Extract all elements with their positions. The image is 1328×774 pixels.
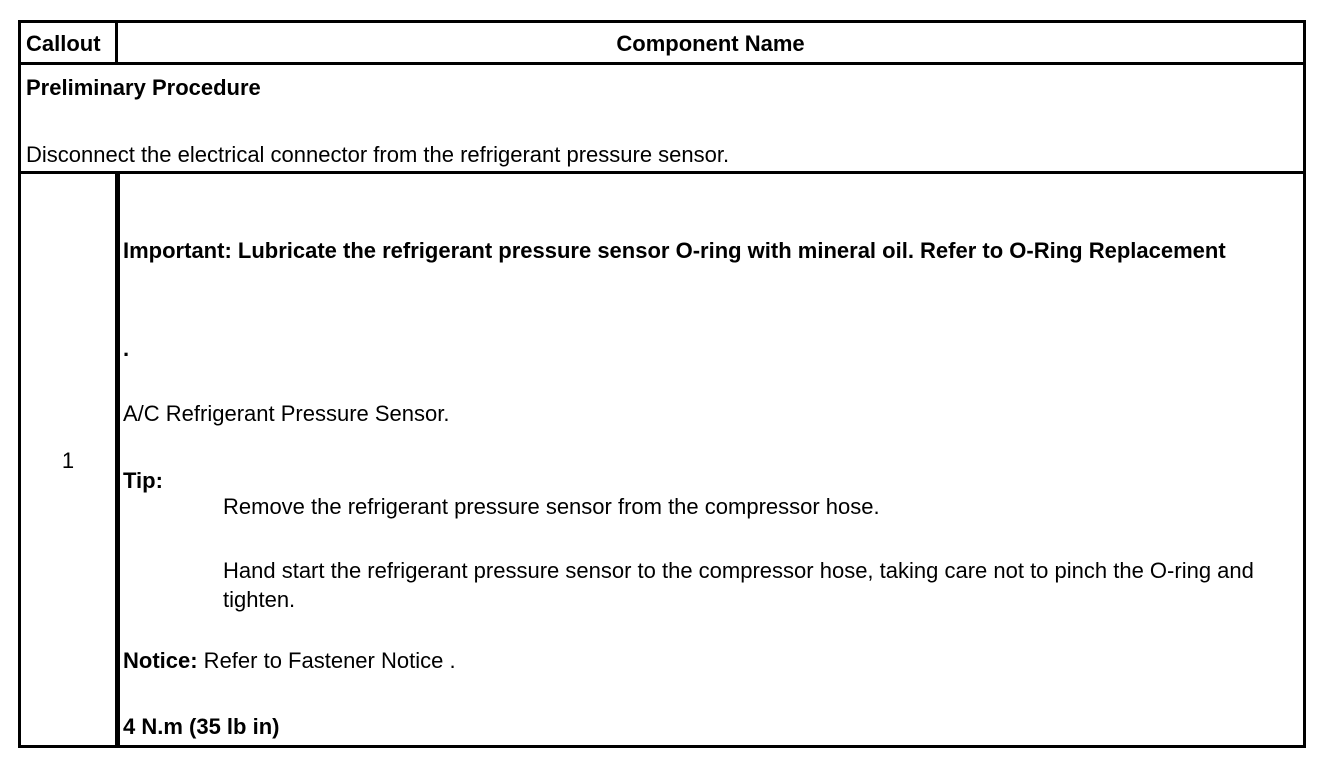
callout-number: 1 [61,448,75,473]
component-cell [115,174,1303,745]
table-row [21,174,1303,745]
procedure-table [18,20,1306,748]
header-component-cell [115,23,1303,62]
table-header-row [21,23,1303,65]
important-note-period: . [123,336,130,361]
preliminary-title: Preliminary Procedure [26,75,261,100]
important-note: Important: Lubricate the refrigerant pressure sensor O-ring with mineral oil. Refer to O-Ring Replacement [123,238,1226,263]
preliminary-text: Disconnect the electrical connector from the refrigerant pressure sensor. [26,142,730,167]
tip-label: Tip: [123,468,163,493]
notice-line [123,646,456,675]
header-callout-cell [21,23,115,62]
header-component-label: Component Name [616,31,805,56]
torque-spec: 4 N.m (35 lb in) [123,714,280,739]
tip-step: Hand start the refrigerant pressure sensor to the compressor hose, taking care not to pinch the O-ring and tighten. [223,558,1254,612]
header-callout-label: Callout [26,31,101,56]
tip-step: Remove the refrigerant pressure sensor from the compressor hose. [223,494,880,519]
notice-text: Refer to Fastener Notice . [197,648,456,673]
preliminary-procedure-row [21,65,1303,174]
notice-label: Notice: [123,648,198,673]
component-name: A/C Refrigerant Pressure Sensor. [123,401,450,426]
callout-cell [21,174,115,745]
